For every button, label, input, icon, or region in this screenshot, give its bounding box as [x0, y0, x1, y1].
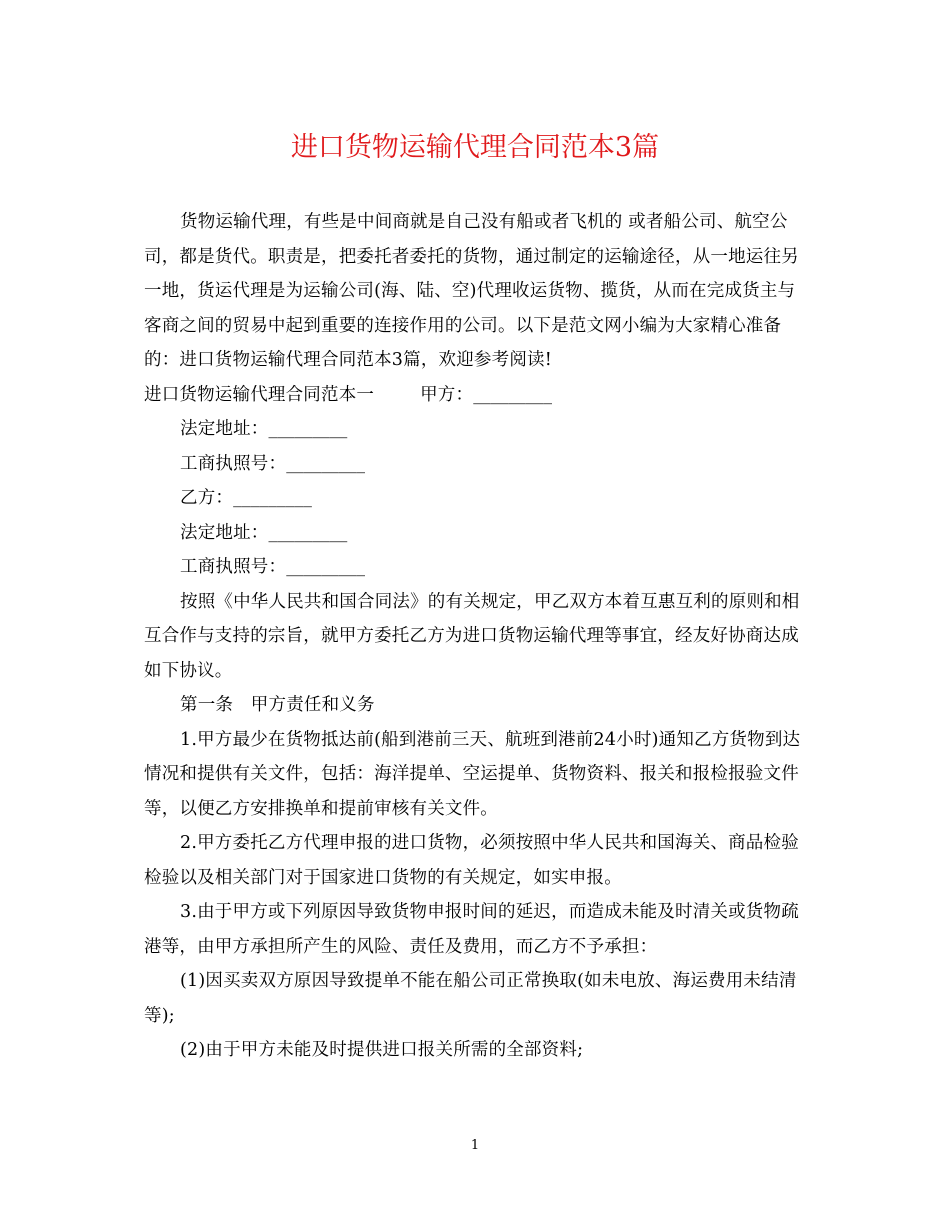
field-legal-address-b	[144, 516, 812, 551]
field-label: 工商执照号：	[180, 557, 287, 577]
clause-3: 3.由于甲方或下列原因导致货物申报时间的延迟，而造成未能及时清关或货物疏港等，由甲方承担所产生的风险、责任及费用，而乙方不予承担：	[144, 902, 799, 957]
field-label: 法定地址：	[180, 522, 269, 543]
field-label: 法定地址：	[180, 419, 269, 439]
preamble-paragraph: 按照《中华人民共和国合同法》的有关规定，甲乙双方本着互惠互利的原则和相互合作与支持的宗旨，就甲方委托乙方为进口货物运输代理等事宜，经友好协商达成如下协议。	[144, 591, 800, 681]
page-number: 1	[470, 1138, 480, 1153]
document-body	[144, 205, 812, 1068]
field-label: 工商执照号：	[180, 453, 287, 474]
document-title: 进口货物运输代理合同范本3篇	[290, 132, 660, 163]
field-license-a	[144, 447, 812, 482]
field-blank: _________	[268, 419, 348, 439]
clause-3-item-2: (2)由于甲方未能及时提供进口报关所需的全部资料;	[180, 1040, 584, 1060]
field-blank: _________	[286, 453, 365, 474]
contract-heading: 进口货物运输代理合同范本一	[144, 384, 375, 405]
field-blank: _________	[268, 522, 348, 543]
field-blank: _________	[286, 557, 365, 577]
field-license-b	[144, 550, 812, 585]
clause-1: 1.甲方最少在货物抵达前(船到港前三天、航班到港前24小时)通知乙方货物到达情况和提供有关文件，包括：海洋提单、空运提单、货物资料、报关和报检报验文件等，以便乙方安排换单和提前审核有关文件。	[144, 729, 801, 819]
field-legal-address-a	[144, 412, 812, 447]
article-one-heading: 第一条 甲方责任和义务	[180, 695, 375, 715]
field-party-b	[144, 481, 812, 516]
clause-2: 2.甲方委托乙方代理申报的进口货物，必须按照中华人民共和国海关、商品检验检验以及相关部门对于国家进口货物的有关规定，如实申报。	[144, 833, 799, 888]
field-label: 乙方：	[180, 488, 234, 508]
field-blank: _________	[233, 488, 312, 508]
intro-paragraph: 货物运输代理，有些是中间商就是自己没有船或者飞机的 或者船公司、航空公司，都是货代。职责是，把委托者委托的货物，通过制定的运输途径，从一地运往另一地，货运代理是为运输公司(海、陆、空)代理收运货物、揽货，从而在完成货主与客商之间的贸易中起到重要的连接作用的公司。以下是范文网小编为大家精心准备的：进口货物运输代理合同范本3篇，欢迎参考阅读!	[144, 212, 799, 370]
party-a-label: 甲方：	[420, 384, 474, 405]
party-a-blank: _________	[473, 384, 552, 405]
clause-3-item-1: (1)因买卖双方原因导致提单不能在船公司正常换取(如未电放、海运费用未结清等);	[144, 971, 797, 1026]
contract-heading-row	[144, 378, 812, 413]
